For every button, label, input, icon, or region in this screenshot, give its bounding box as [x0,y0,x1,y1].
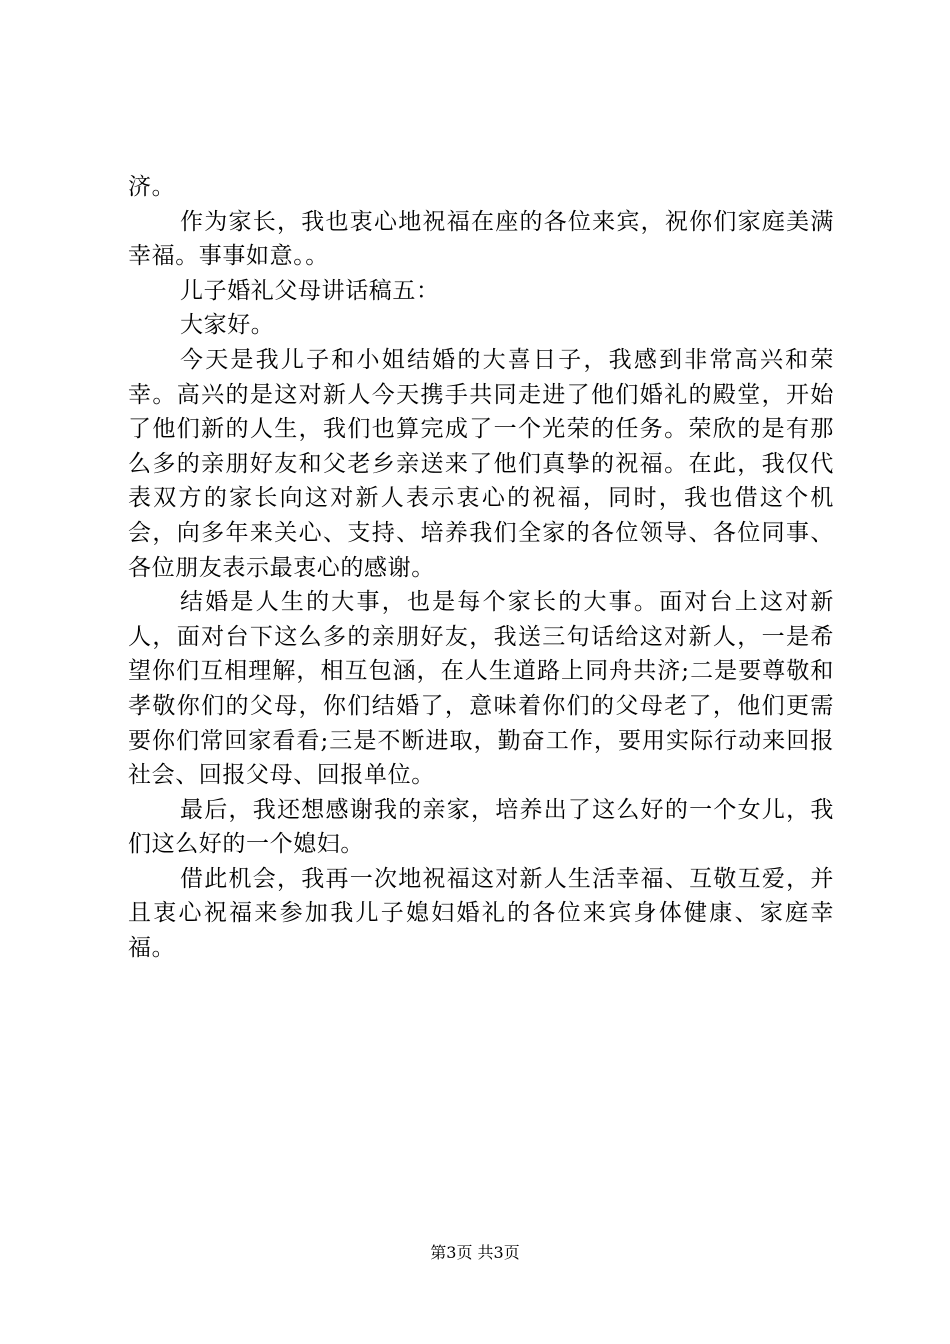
paragraph-6: 结婚是人生的大事，也是每个家长的大事。面对台上这对新人，面对台下这么多的亲朋好友，我送三句话给这对新人，一是希望你们互相理解，相互包涵，在人生道路上同舟共济;二是要尊敬和孝敬你们的父母，你们结婚了，意味着你们的父母老了，他们更需要你们常回家看看;三是不断进取，勤奋工作，要用实际行动来回报社会、回报父母、回报单位。 [128,589,834,789]
paragraph-5: 今天是我儿子和小姐结婚的大喜日子，我感到非常高兴和荣幸。高兴的是这对新人今天携手共同走进了他们婚礼的殿堂，开始了他们新的人生，我们也算完成了一个光荣的任务。荣欣的是有那么多的亲朋好友和父老乡亲送来了他们真挚的祝福。在此，我仅代表双方的家长向这对新人表示衷心的祝福，同时，我也借这个机会，向多年来关心、支持、培养我们全家的各位领导、各位同事、各位朋友表示最衷心的感谢。 [128,346,834,581]
document-body [128,170,834,966]
paragraph-2: 作为家长，我也衷心地祝福在座的各位来宾，祝你们家庭美满幸福。事事如意。。 [128,208,834,270]
page-number-footer: 第3页 共3页 [430,1243,520,1262]
paragraph-7: 最后，我还想感谢我的亲家，培养出了这么好的一个女儿，我们这么好的一个媳妇。 [128,796,834,858]
paragraph-8: 借此机会，我再一次地祝福这对新人生活幸福、互敬互爱，并且衷心祝福来参加我儿子媳妇婚礼的各位来宾身体健康、家庭幸福。 [128,865,834,962]
paragraph-1: 济。 [128,174,176,200]
paragraph-3-heading: 儿子婚礼父母讲话稿五： [180,277,440,304]
paragraph-4-greeting: 大家好。 [180,312,275,339]
